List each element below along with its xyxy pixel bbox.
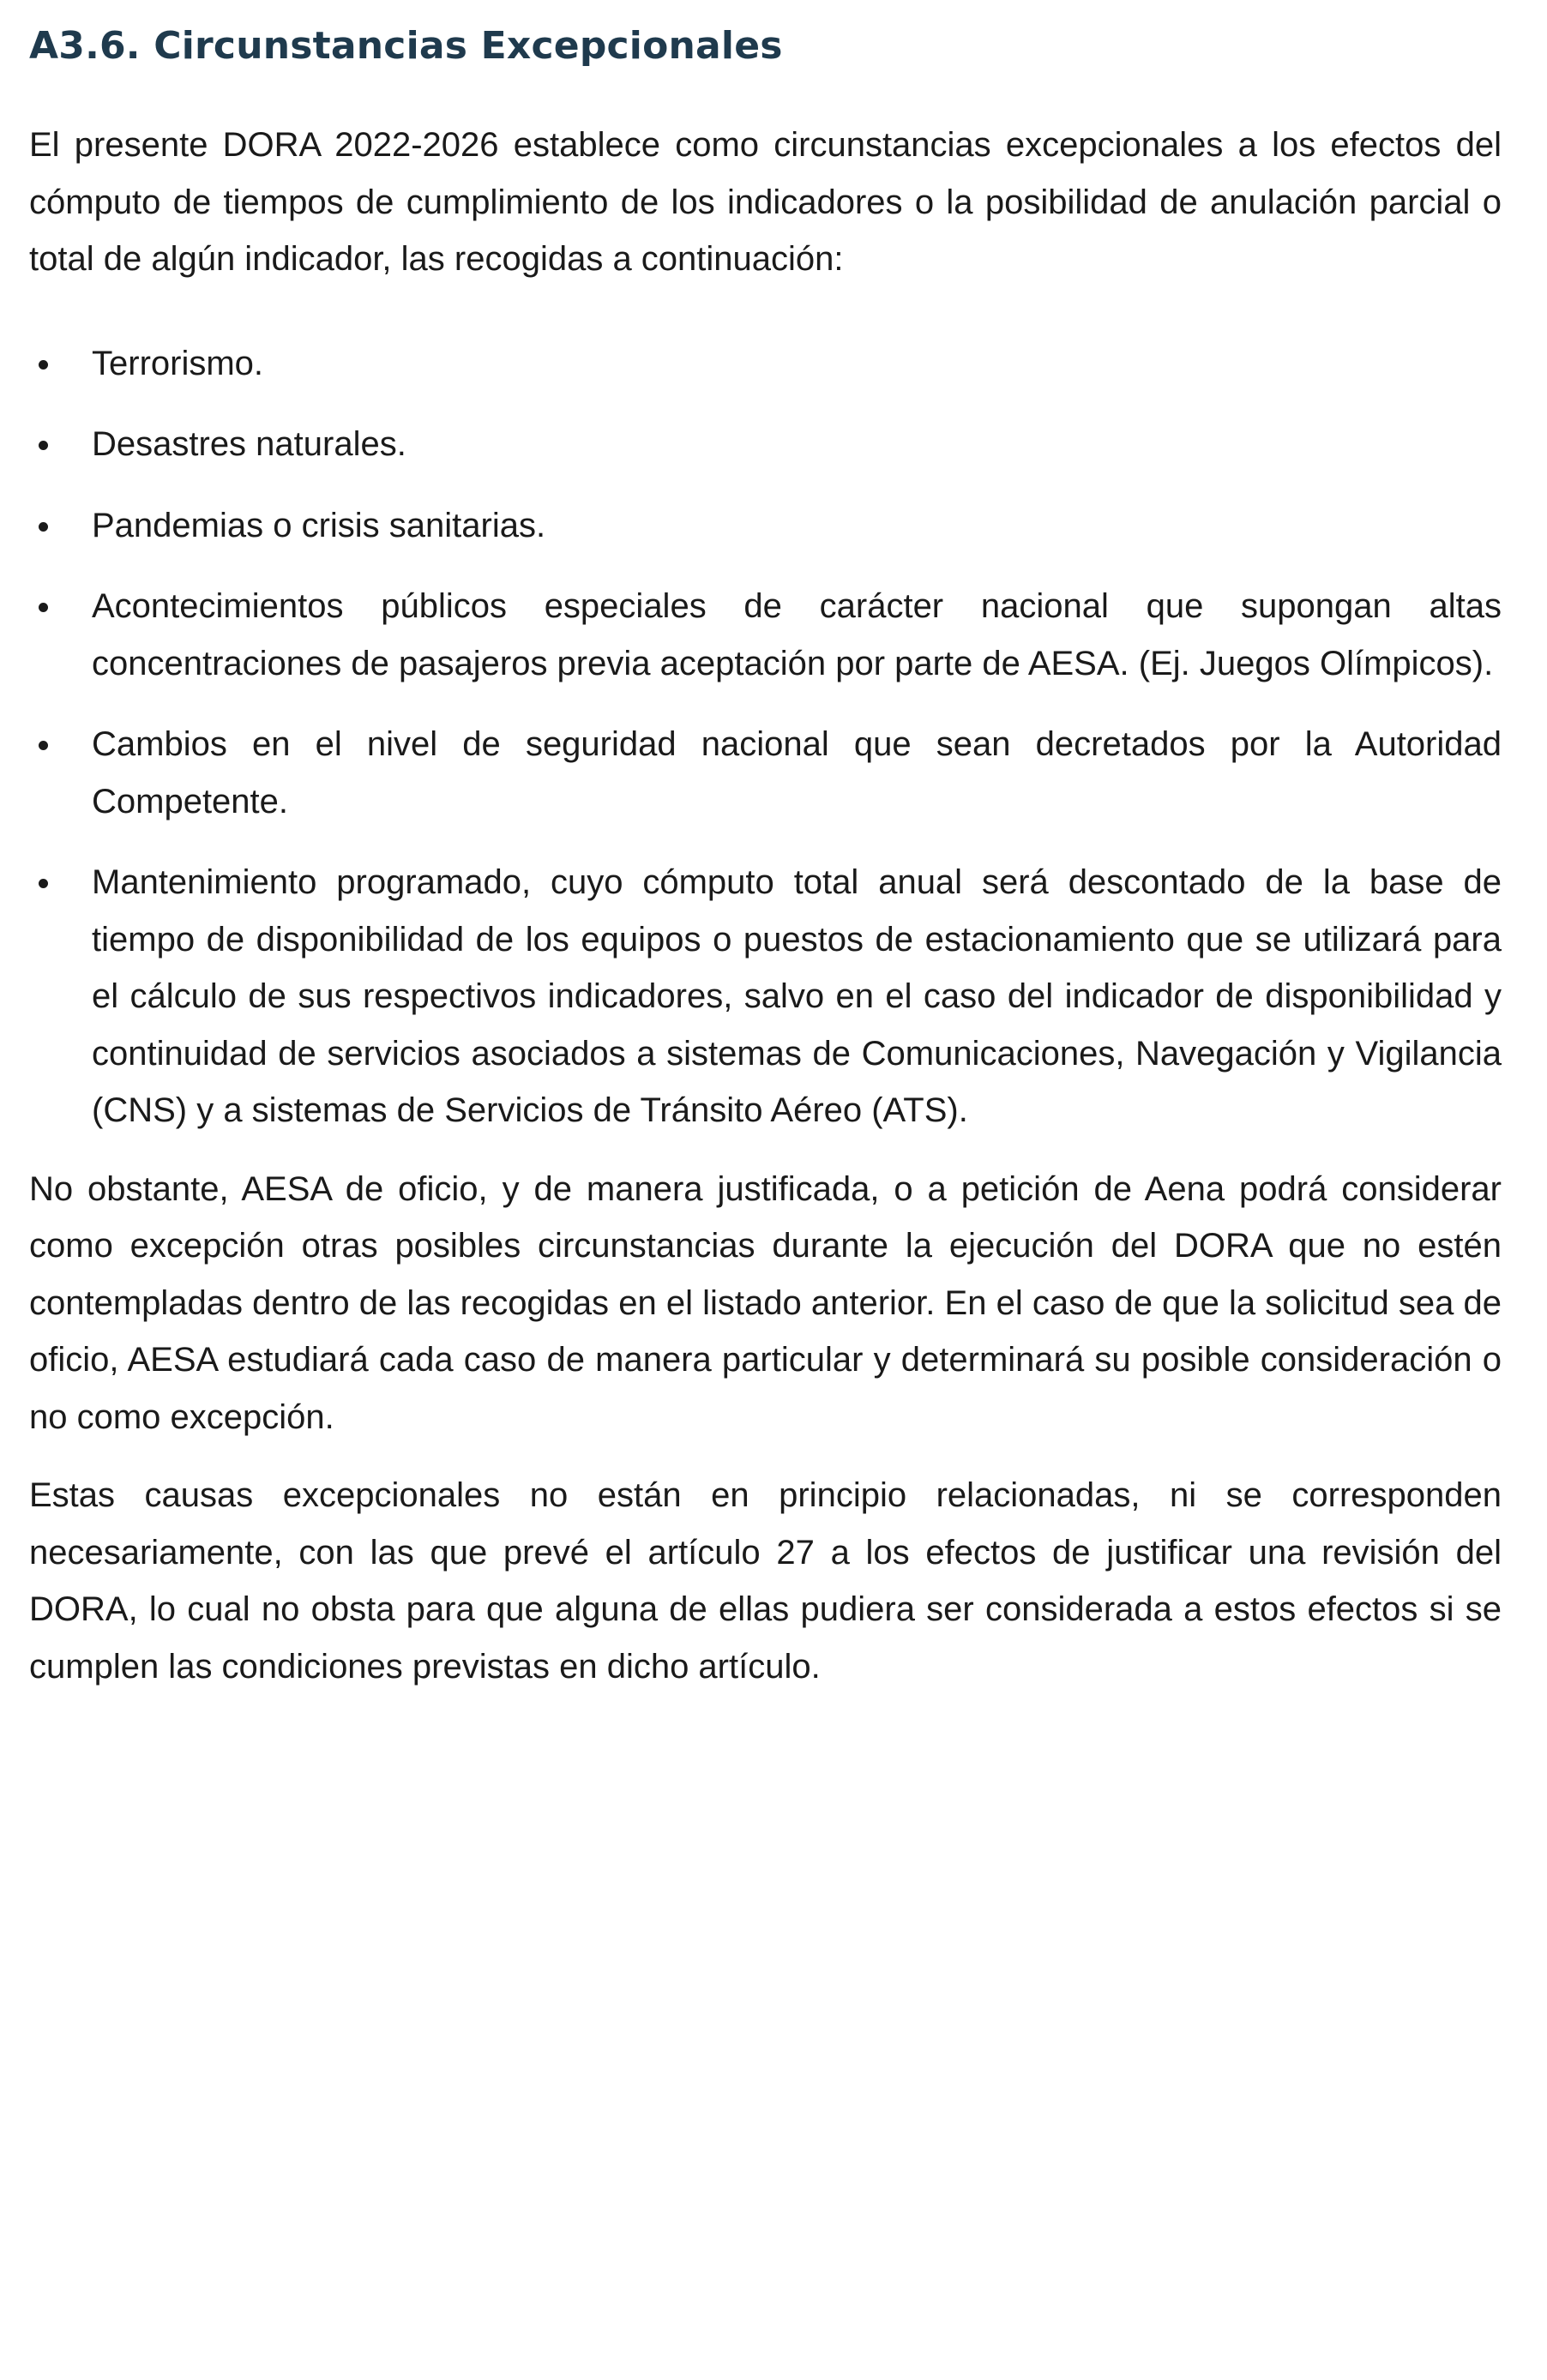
intro-paragraph: El presente DORA 2022-2026 establece como circunstancias excepcionales a los efectos del cómputo de tiempos de cumplimiento de los indicadores o la posibilidad de anulación parcial o total de algún indicador, las recogidas a continuación:: [29, 126, 1502, 278]
list-item: [29, 716, 1502, 830]
exception-note-paragraph: No obstante, AESA de oficio, y de manera justificada, o a petición de Aena podrá considerar como excepción otras posibles circunstancias durante la ejecución del DORA que no estén contempladas dentro de las recogidas en el listado anterior. En el caso de que la solicitud sea de oficio, AESA estudiará cada caso de manera particular y determinará su posible consideración o no como excepción.: [29, 1169, 1502, 1436]
list-item-text: Terrorismo.: [92, 344, 264, 382]
section-number: A3.6.: [29, 24, 141, 68]
list-item-text: Acontecimientos públicos especiales de carácter nacional que supongan altas concentraciones de pasajeros previa aceptación por parte de AESA. (Ej. Juegos Olímpicos).: [92, 587, 1502, 682]
bullet-icon: [39, 879, 48, 888]
list-item: [29, 497, 1502, 555]
list-item: [29, 416, 1502, 473]
bullet-icon: [39, 522, 48, 532]
bullet-icon: [39, 741, 48, 750]
section-heading: [29, 15, 1502, 77]
bullet-icon: [39, 441, 48, 450]
bullet-icon: [39, 360, 48, 370]
list-item: [29, 335, 1502, 393]
list-item: [29, 578, 1502, 692]
list-item-text: Pandemias o crisis sanitarias.: [92, 506, 546, 544]
section-title: Circunstancias Excepcionales: [153, 24, 783, 68]
list-item-text: Cambios en el nivel de seguridad nacional que sean decretados por la Autoridad Competente.: [92, 725, 1502, 820]
list-item-text: Desastres naturales.: [92, 425, 406, 463]
bullet-icon: [39, 603, 48, 612]
circumstances-list: [29, 335, 1502, 1139]
list-item-text: Mantenimiento programado, cuyo cómputo total anual será descontado de la base de tiempo de disponibilidad de los equipos o puestos de estacionamiento que se utilizará para el cálculo de sus respectivos indicadores, salvo en el caso del indicador de disponibilidad y continuidad de servicios asociados a sistemas de Comunicaciones, Navegación y Vigilancia (CNS) y a sistemas de Servicios de Tránsito Aéreo (ATS).: [92, 863, 1502, 1129]
closing-paragraph: Estas causas excepcionales no están en principio relacionadas, ni se corresponden necesariamente, con las que prevé el artículo 27 a los efectos de justificar una revisión del DORA, lo cual no obsta para que alguna de ellas pudiera ser considerada a estos efectos si se cumplen las condiciones previstas en dicho artículo.: [29, 1476, 1502, 1686]
list-item: [29, 854, 1502, 1139]
document-page: [29, 15, 1502, 1695]
